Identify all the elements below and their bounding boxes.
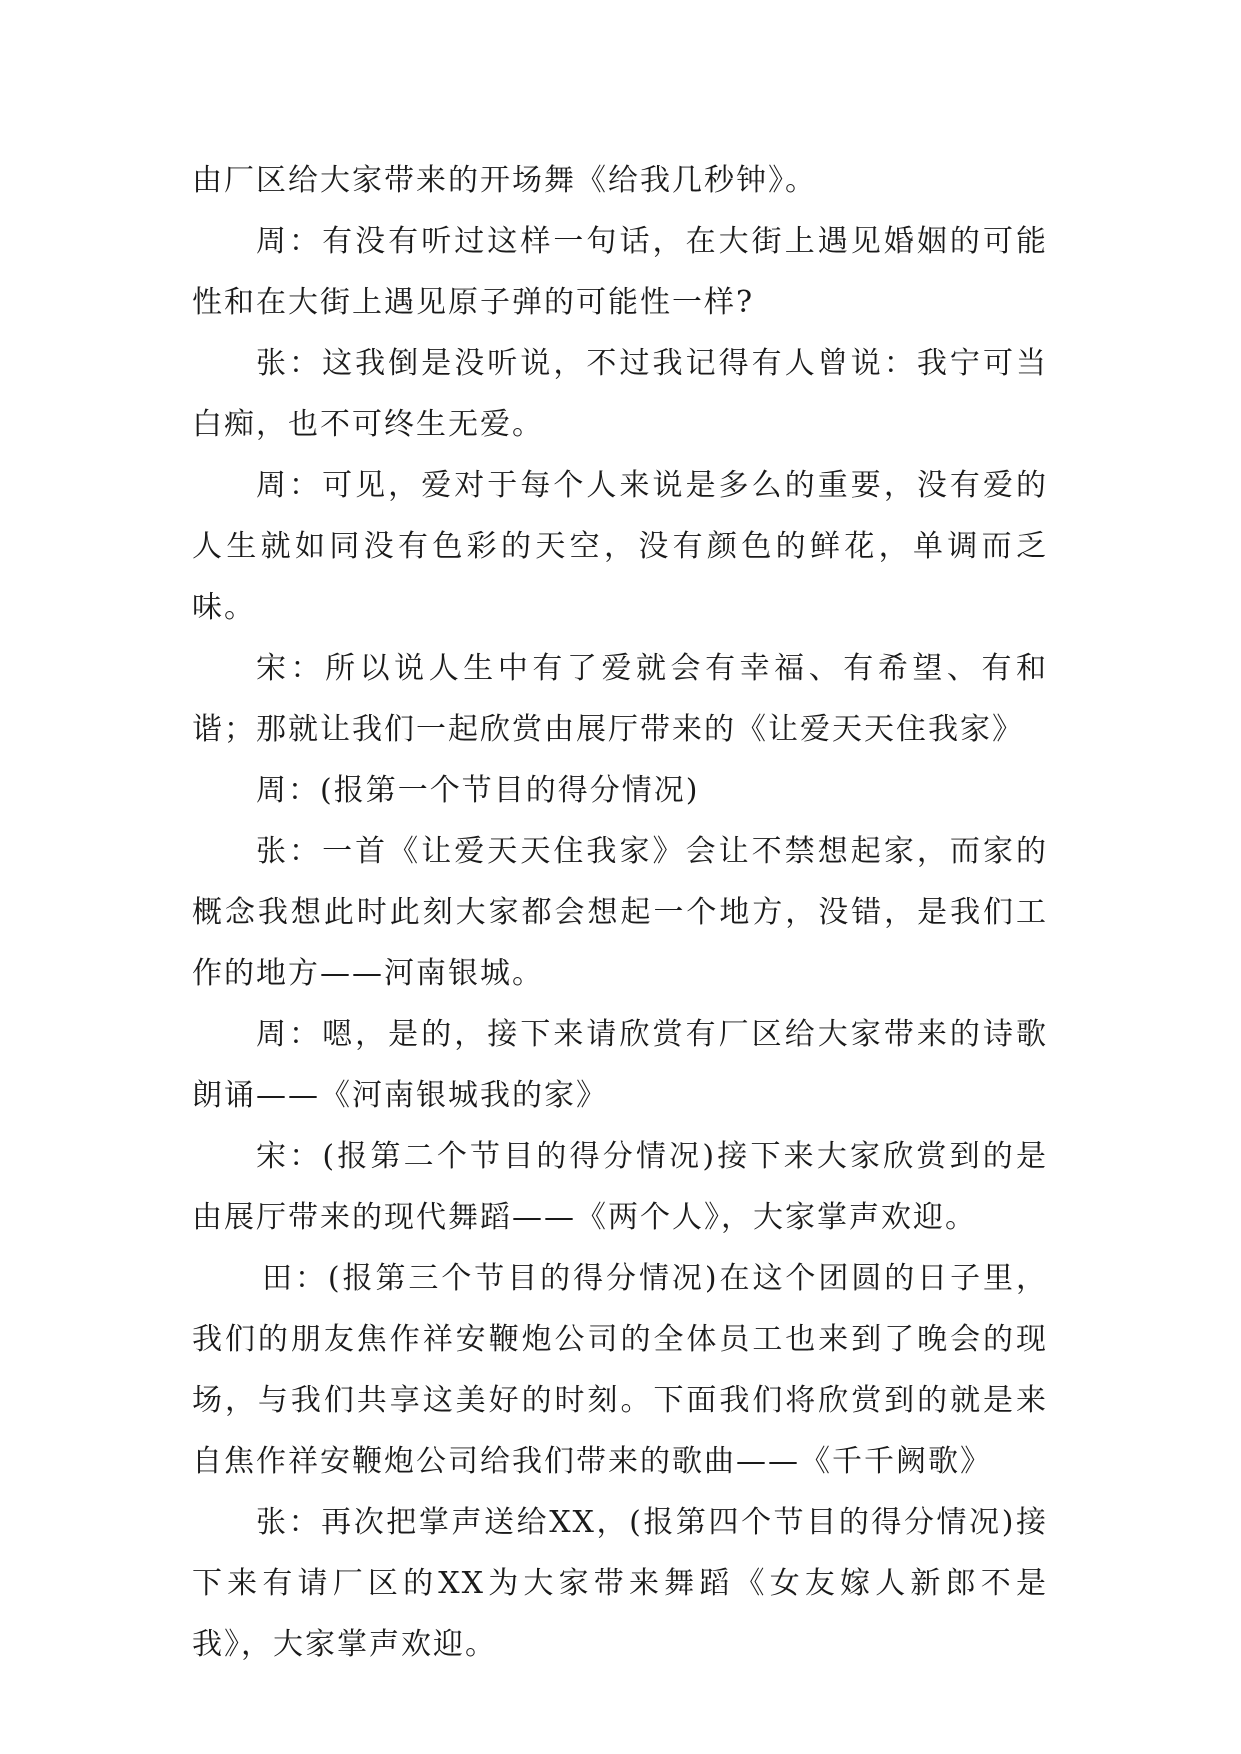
paragraph-zhou-importance: 周：可见，爱对于每个人来说是多么的重要，没有爱的人生就如同没有色彩的天空，没有颜色的鲜花，单调而乏味。 <box>192 468 1048 625</box>
script-text-body <box>192 150 1048 1675</box>
paragraph-zhou-score-1: 周：(报第一个节目的得分情况) <box>256 773 700 808</box>
paragraph-song-score-2: 宋：(报第二个节目的得分情况)接下来大家欣赏到的是由展厅带来的现代舞蹈——《两个人》，大家掌声欢迎。 <box>192 1139 1048 1235</box>
paragraph-opening-dance: 由厂区给大家带来的开场舞《给我几秒钟》。 <box>192 163 817 198</box>
paragraph-zhou-poem: 周：嗯，是的，接下来请欣赏有厂区给大家带来的诗歌朗诵——《河南银城我的家》 <box>192 1017 1048 1113</box>
paragraph-song-happiness: 宋：所以说人生中有了爱就会有幸福、有希望、有和谐；那就让我们一起欣赏由展厅带来的《让爱天天住我家》 <box>192 651 1048 747</box>
paragraph-tian-score-3: 田：(报第三个节目的得分情况)在这个团圆的日子里，我们的朋友焦作祥安鞭炮公司的全体员工也来到了晚会的现场，与我们共享这美好的时刻。下面我们将欣赏到的就是来自焦作祥安鞭炮公司给我们带来的歌曲——《千千阙歌》 <box>192 1261 1048 1479</box>
paragraph-zhou-marriage: 周：有没有听过这样一句话，在大街上遇见婚姻的可能性和在大街上遇见原子弹的可能性一样? <box>192 224 1048 320</box>
paragraph-zhang-score-4: 张：再次把掌声送给XX，(报第四个节目的得分情况)接下来有请厂区的XX为大家带来舞蹈《女友嫁人新郎不是我》，大家掌声欢迎。 <box>192 1505 1048 1662</box>
paragraph-zhang-love: 张：这我倒是没听说，不过我记得有人曾说：我宁可当白痴，也不可终生无爱。 <box>192 346 1048 442</box>
paragraph-zhang-home: 张：一首《让爱天天住我家》会让不禁想起家，而家的概念我想此时此刻大家都会想起一个地方，没错，是我们工作的地方——河南银城。 <box>192 834 1048 991</box>
